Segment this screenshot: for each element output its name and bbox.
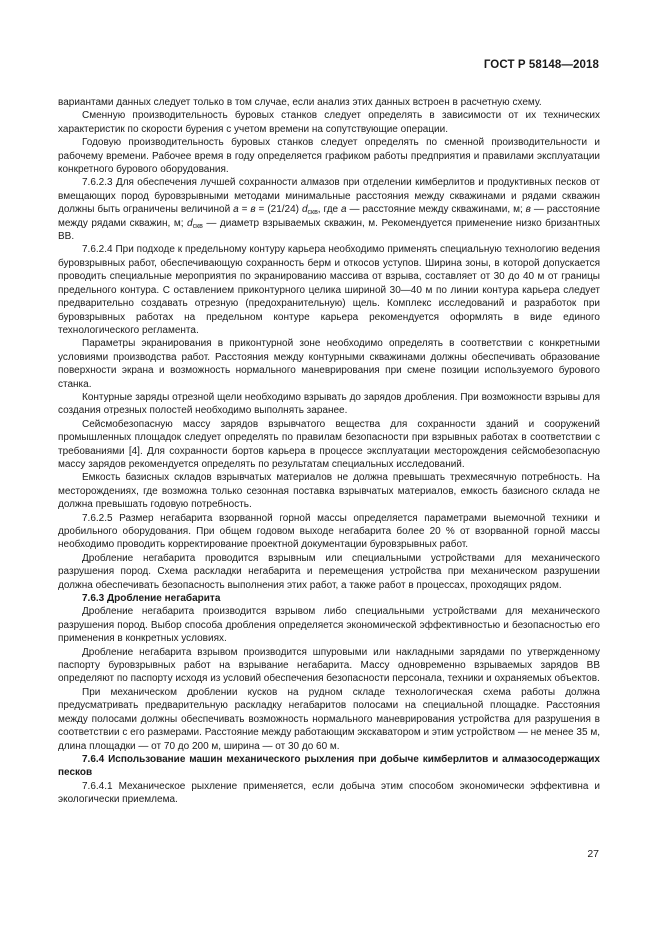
formula-text: — расстояние между рядами скважин, м; (58, 204, 601, 229)
formula-text: = (238, 204, 251, 216)
paragraph: 7.6.4.1 Механическое рыхление применяется, если добыча этим способом экономически эффективна и экологически приемлема. (58, 780, 600, 806)
paragraph: Сейсмобезопасную массу зарядов взрывчатого вещества для сохранности зданий и сооружений промышленных площадок следует определять по правилам безопасности при взрывных работах в соответствии с требованиями [4]. Для сохранности бортов карьера в процессе эксплуатации месторождения сейсмобезопасную массу зарядов рекомендуется определять по результатам специальных исследований. (58, 418, 600, 470)
paragraph: Дробление негабарита производится взрывом либо специальными устройствами для механического разрушения пород. Выбор способа дробления определяется экономической эффективностью и безопасностью его применения в конкретных условиях. (58, 606, 600, 645)
paragraph: Параметры экранирования в приконтурной зоне необходимо определять в соответствии с конкретными условиями производства работ. Расстояния между контурными скважинами должны обеспечивать образование поверхности экрана и возможность нормального маневрирования при смене позиции используемого бурового станка. (58, 338, 600, 390)
formula-var-d: d (187, 217, 193, 229)
formula-subscript: скв (192, 222, 203, 230)
section-heading: 7.6.4 Использование машин механического рыхления при добыче кимберлитов и алмазосодержащих песков (58, 753, 600, 779)
paragraph: Сменную производительность буровых станков следует определять в зависимости от их технических характеристик по скорости бурения с учетом времени на сопутствующие операции. (58, 110, 600, 135)
formula-text: — расстояние между скважинами, м; (346, 204, 526, 216)
paragraph: Дробление негабарита взрывом производится шпуровыми или накладными зарядами по утвержденному паспорту буровзрывных работ на взрывание негабарита. Массу одновременно взрываемых зарядов ВВ определяют по паспорту исходя из условий обеспечения безопасности персонала, техники и охраняемых объектов. (58, 646, 600, 685)
paragraph: 7.6.2.5 Размер негабарита взорванной горной массы определяется параметрами выемочной техники и дробильного оборудования. При общем годовом выходе негабарита более 20 % от взорванной горной массы необходимо проводить корректирование проектной документации буровзрывных работ. (58, 512, 600, 551)
paragraph-text: 7.6.2.3 Для обеспечения лучшей сохранности алмазов при отделении кимберлитов и продуктивных песков от вмещающих пород буровзрывными методами минимальные расстояния между скважинами и рядами скважин должны быть ограничены величиной (58, 177, 600, 216)
page-number: 27 (587, 848, 599, 860)
formula-var-d: d (301, 204, 308, 216)
paragraph: вариантами данных следует только в том случае, если анализ этих данных встроен в расчетную схему. (58, 97, 542, 108)
paragraph: При механическом дроблении кусков на рудном складе технологическая схема работы должна предусматривать предварительную раскладку негабаритов полосами на специальной площадке. Расстояния между полосами должны обеспечивать возможность нормального маневрирования устройства для разрушения в соответствии с его размерами. Расстояние между работающим экскаватором и этим устройством — не менее 35 м, длина площадки — от 70 до 200 м, ширина — от 30 до 60 м. (58, 686, 600, 752)
paragraph: Емкость базисных складов взрывчатых материалов не должна превышать трехмесячную потребность. На месторождениях, где возможна только сезонная поставка взрывчатых материалов, емкость базисного склада не должна превышать годовую потребность. (58, 472, 600, 511)
formula-var-v: в (250, 204, 256, 216)
formula-subscript: скв (307, 209, 318, 217)
paragraph: Контурные заряды отрезной щели необходимо взрывать до зарядов дробления. При возможности взрывы для создания отрезных полостей необходимо выполнять заранее. (58, 391, 600, 417)
paragraph: 7.6.2.4 При подходе к предельному контуру карьера необходимо применять специальную технологию ведения буровзрывных работ, обеспечивающую сохранность берм и откосов уступов. Ширина зоны, в которой допускается проводить специальные мероприятия по экранированию массива от взрыва, составляет от 30 до 40 м от границы предельного контура. С оставлением приконтурного целика шириной 30—40 м по линии контура карьера следует предварительно создавать отрезную (предохранительную) щель. Комплекс исследований и разработок при буровзрывных работах на предельном контуре карьера рекомендуется оформлять в виде единого технологического регламента. (58, 244, 600, 336)
formula-text: — диаметр взрываемых скважин, м. Рекомендуется применение низко бризантных ВВ. (58, 217, 600, 243)
paragraph: Годовую производительность буровых станков следует определять по сменной производительности и рабочему времени. Рабочее время в году определяется графиком работы предприятия и правилами эксплуатации конкретного бурового оборудования. (58, 137, 600, 176)
formula-var-a: а (233, 204, 239, 216)
paragraph: Дробление негабарита проводится взрывным или специальными устройствами для механического разрушения пород. Схема раскладки негабарита и перемещения устройства при механическом разрушении должна обеспечивать безопасность выполнения этих работ, а также работ в процессах, проходящих рядом. (58, 552, 600, 591)
formula-text: = (21/24) (255, 204, 302, 216)
formula-var-a: а (341, 204, 347, 216)
document-body (58, 96, 600, 807)
paragraph-7-6-2-3 (58, 176, 600, 243)
document-code: ГОСТ Р 58148—2018 (483, 59, 599, 71)
formula-var-v: в (525, 204, 531, 216)
section-heading: 7.6.3 Дробление негабарита (82, 593, 221, 605)
formula-text: , где (317, 204, 342, 216)
